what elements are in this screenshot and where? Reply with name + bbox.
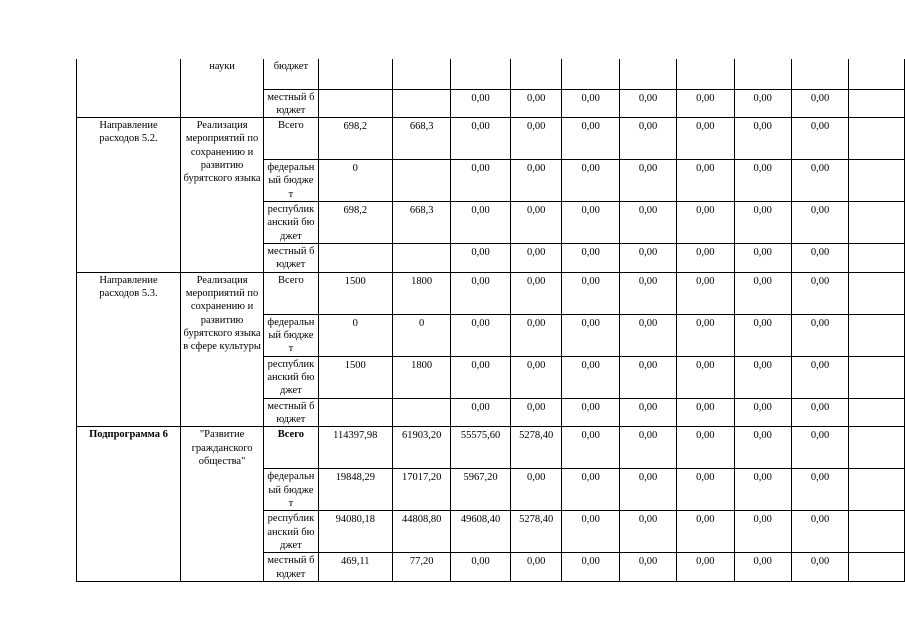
- value-cell: 1800: [392, 356, 450, 398]
- value-cell: [392, 160, 450, 202]
- value-cell: 5967,20: [451, 469, 510, 511]
- value-cell: [849, 89, 905, 118]
- value-cell: 0,00: [791, 202, 848, 244]
- description-cell: Реализация мероприятий по сохранению и развитию бурятского языка: [181, 118, 264, 273]
- direction-cell: Подпрограмма 6: [77, 427, 181, 582]
- description-cell: науки: [181, 59, 264, 118]
- value-cell: 0,00: [562, 244, 619, 273]
- value-cell: 0,00: [677, 398, 734, 427]
- value-cell: 0,00: [619, 398, 676, 427]
- value-cell: [849, 160, 905, 202]
- value-cell: [849, 59, 905, 89]
- value-cell: 55575,60: [451, 427, 510, 469]
- value-cell: [849, 511, 905, 553]
- value-cell: 0,00: [791, 427, 848, 469]
- funding-source-cell: Всего: [264, 272, 318, 314]
- value-cell: 698,2: [318, 118, 392, 160]
- value-cell: 0: [318, 314, 392, 356]
- value-cell: 0,00: [562, 202, 619, 244]
- funding-source-cell: Всего: [264, 427, 318, 469]
- value-cell: [677, 59, 734, 89]
- value-cell: 0,00: [791, 356, 848, 398]
- value-cell: [849, 356, 905, 398]
- value-cell: 5278,40: [510, 427, 562, 469]
- value-cell: 1500: [318, 356, 392, 398]
- value-cell: 0,00: [451, 160, 510, 202]
- value-cell: 0: [392, 314, 450, 356]
- value-cell: 0,00: [677, 89, 734, 118]
- value-cell: 0,00: [677, 314, 734, 356]
- value-cell: 61903,20: [392, 427, 450, 469]
- value-cell: 0,00: [562, 314, 619, 356]
- funding-source-cell: федеральный бюджет: [264, 314, 318, 356]
- value-cell: [318, 59, 392, 89]
- value-cell: 0,00: [451, 553, 510, 582]
- value-cell: 0,00: [510, 160, 562, 202]
- value-cell: 0,00: [619, 89, 676, 118]
- funding-source-cell: местный бюджет: [264, 553, 318, 582]
- value-cell: 0,00: [734, 469, 791, 511]
- value-cell: 0,00: [734, 202, 791, 244]
- value-cell: [510, 59, 562, 89]
- value-cell: 0,00: [791, 398, 848, 427]
- value-cell: 0: [318, 160, 392, 202]
- table-row: [77, 59, 905, 89]
- value-cell: 0,00: [451, 118, 510, 160]
- value-cell: 0,00: [451, 356, 510, 398]
- value-cell: 0,00: [791, 160, 848, 202]
- description-cell: Реализация мероприятий по сохранению и развитию бурятского языка в сфере культуры: [181, 272, 264, 427]
- value-cell: 19848,29: [318, 469, 392, 511]
- funding-source-cell: Всего: [264, 118, 318, 160]
- value-cell: 0,00: [734, 244, 791, 273]
- value-cell: 0,00: [677, 272, 734, 314]
- value-cell: [791, 59, 848, 89]
- value-cell: [451, 59, 510, 89]
- value-cell: 0,00: [677, 202, 734, 244]
- value-cell: 0,00: [677, 356, 734, 398]
- value-cell: 0,00: [619, 314, 676, 356]
- value-cell: 0,00: [791, 118, 848, 160]
- value-cell: 0,00: [791, 553, 848, 582]
- value-cell: 0,00: [510, 314, 562, 356]
- value-cell: 94080,18: [318, 511, 392, 553]
- funding-source-cell: республиканский бюджет: [264, 511, 318, 553]
- value-cell: 0,00: [734, 398, 791, 427]
- direction-cell: Направление расходов 5.3.: [77, 272, 181, 427]
- table-row: [77, 427, 905, 469]
- value-cell: 0,00: [451, 244, 510, 273]
- value-cell: 0,00: [791, 511, 848, 553]
- value-cell: 0,00: [734, 356, 791, 398]
- value-cell: 0,00: [562, 469, 619, 511]
- value-cell: 0,00: [734, 272, 791, 314]
- direction-cell: Направление расходов 5.2.: [77, 118, 181, 273]
- value-cell: 0,00: [677, 469, 734, 511]
- value-cell: [734, 59, 791, 89]
- funding-source-cell: местный бюджет: [264, 244, 318, 273]
- value-cell: [318, 89, 392, 118]
- value-cell: [318, 244, 392, 273]
- table-row: [77, 118, 905, 160]
- value-cell: 0,00: [562, 356, 619, 398]
- value-cell: 5278,40: [510, 511, 562, 553]
- value-cell: 0,00: [510, 398, 562, 427]
- value-cell: 0,00: [619, 427, 676, 469]
- value-cell: 0,00: [619, 511, 676, 553]
- value-cell: 0,00: [677, 427, 734, 469]
- funding-source-cell: местный бюджет: [264, 398, 318, 427]
- value-cell: 0,00: [510, 356, 562, 398]
- value-cell: 0,00: [510, 469, 562, 511]
- table-row: [77, 272, 905, 314]
- funding-source-cell: республиканский бюджет: [264, 202, 318, 244]
- value-cell: [392, 244, 450, 273]
- value-cell: 1800: [392, 272, 450, 314]
- value-cell: 0,00: [510, 202, 562, 244]
- value-cell: 0,00: [562, 511, 619, 553]
- value-cell: [849, 398, 905, 427]
- value-cell: 0,00: [791, 314, 848, 356]
- value-cell: [849, 427, 905, 469]
- value-cell: [619, 59, 676, 89]
- value-cell: 668,3: [392, 202, 450, 244]
- value-cell: 0,00: [562, 272, 619, 314]
- value-cell: 0,00: [619, 553, 676, 582]
- value-cell: 0,00: [619, 244, 676, 273]
- funding-source-cell: федеральный бюджет: [264, 160, 318, 202]
- description-cell: "Развитие гражданского общества": [181, 427, 264, 582]
- value-cell: 0,00: [677, 511, 734, 553]
- value-cell: [849, 118, 905, 160]
- value-cell: 0,00: [562, 398, 619, 427]
- value-cell: 0,00: [734, 160, 791, 202]
- value-cell: [849, 553, 905, 582]
- value-cell: 0,00: [677, 553, 734, 582]
- value-cell: 0,00: [677, 244, 734, 273]
- value-cell: 0,00: [451, 314, 510, 356]
- value-cell: 49608,40: [451, 511, 510, 553]
- value-cell: 0,00: [451, 202, 510, 244]
- table-body: [77, 59, 905, 581]
- value-cell: 0,00: [734, 427, 791, 469]
- value-cell: [318, 398, 392, 427]
- value-cell: [849, 202, 905, 244]
- budget-table: [76, 59, 905, 582]
- value-cell: 0,00: [562, 118, 619, 160]
- value-cell: 77,20: [392, 553, 450, 582]
- value-cell: 0,00: [510, 553, 562, 582]
- value-cell: 0,00: [451, 89, 510, 118]
- value-cell: 0,00: [734, 511, 791, 553]
- value-cell: 0,00: [562, 553, 619, 582]
- value-cell: 0,00: [619, 356, 676, 398]
- value-cell: 0,00: [510, 89, 562, 118]
- value-cell: [849, 244, 905, 273]
- value-cell: 0,00: [791, 89, 848, 118]
- value-cell: [849, 314, 905, 356]
- value-cell: [392, 398, 450, 427]
- value-cell: 0,00: [734, 553, 791, 582]
- value-cell: [562, 59, 619, 89]
- value-cell: 0,00: [677, 118, 734, 160]
- value-cell: 114397,98: [318, 427, 392, 469]
- value-cell: [849, 469, 905, 511]
- value-cell: 0,00: [451, 398, 510, 427]
- value-cell: 0,00: [791, 244, 848, 273]
- value-cell: 0,00: [734, 89, 791, 118]
- value-cell: 0,00: [562, 160, 619, 202]
- value-cell: 0,00: [734, 118, 791, 160]
- funding-source-cell: республиканский бюджет: [264, 356, 318, 398]
- value-cell: [392, 89, 450, 118]
- value-cell: [392, 59, 450, 89]
- direction-cell: [77, 59, 181, 118]
- value-cell: 0,00: [510, 272, 562, 314]
- value-cell: 1500: [318, 272, 392, 314]
- value-cell: 0,00: [451, 272, 510, 314]
- value-cell: 0,00: [619, 202, 676, 244]
- value-cell: 0,00: [791, 469, 848, 511]
- funding-source-cell: федеральный бюджет: [264, 469, 318, 511]
- value-cell: 0,00: [677, 160, 734, 202]
- value-cell: 668,3: [392, 118, 450, 160]
- funding-source-cell: бюджет: [264, 59, 318, 89]
- value-cell: 0,00: [510, 244, 562, 273]
- value-cell: 44808,80: [392, 511, 450, 553]
- value-cell: 0,00: [510, 118, 562, 160]
- value-cell: 0,00: [619, 272, 676, 314]
- value-cell: 0,00: [619, 118, 676, 160]
- value-cell: 0,00: [791, 272, 848, 314]
- value-cell: 698,2: [318, 202, 392, 244]
- value-cell: 469,11: [318, 553, 392, 582]
- value-cell: 0,00: [619, 160, 676, 202]
- value-cell: 0,00: [562, 427, 619, 469]
- value-cell: 17017,20: [392, 469, 450, 511]
- value-cell: [849, 272, 905, 314]
- value-cell: 0,00: [734, 314, 791, 356]
- value-cell: 0,00: [562, 89, 619, 118]
- funding-source-cell: местный бюджет: [264, 89, 318, 118]
- value-cell: 0,00: [619, 469, 676, 511]
